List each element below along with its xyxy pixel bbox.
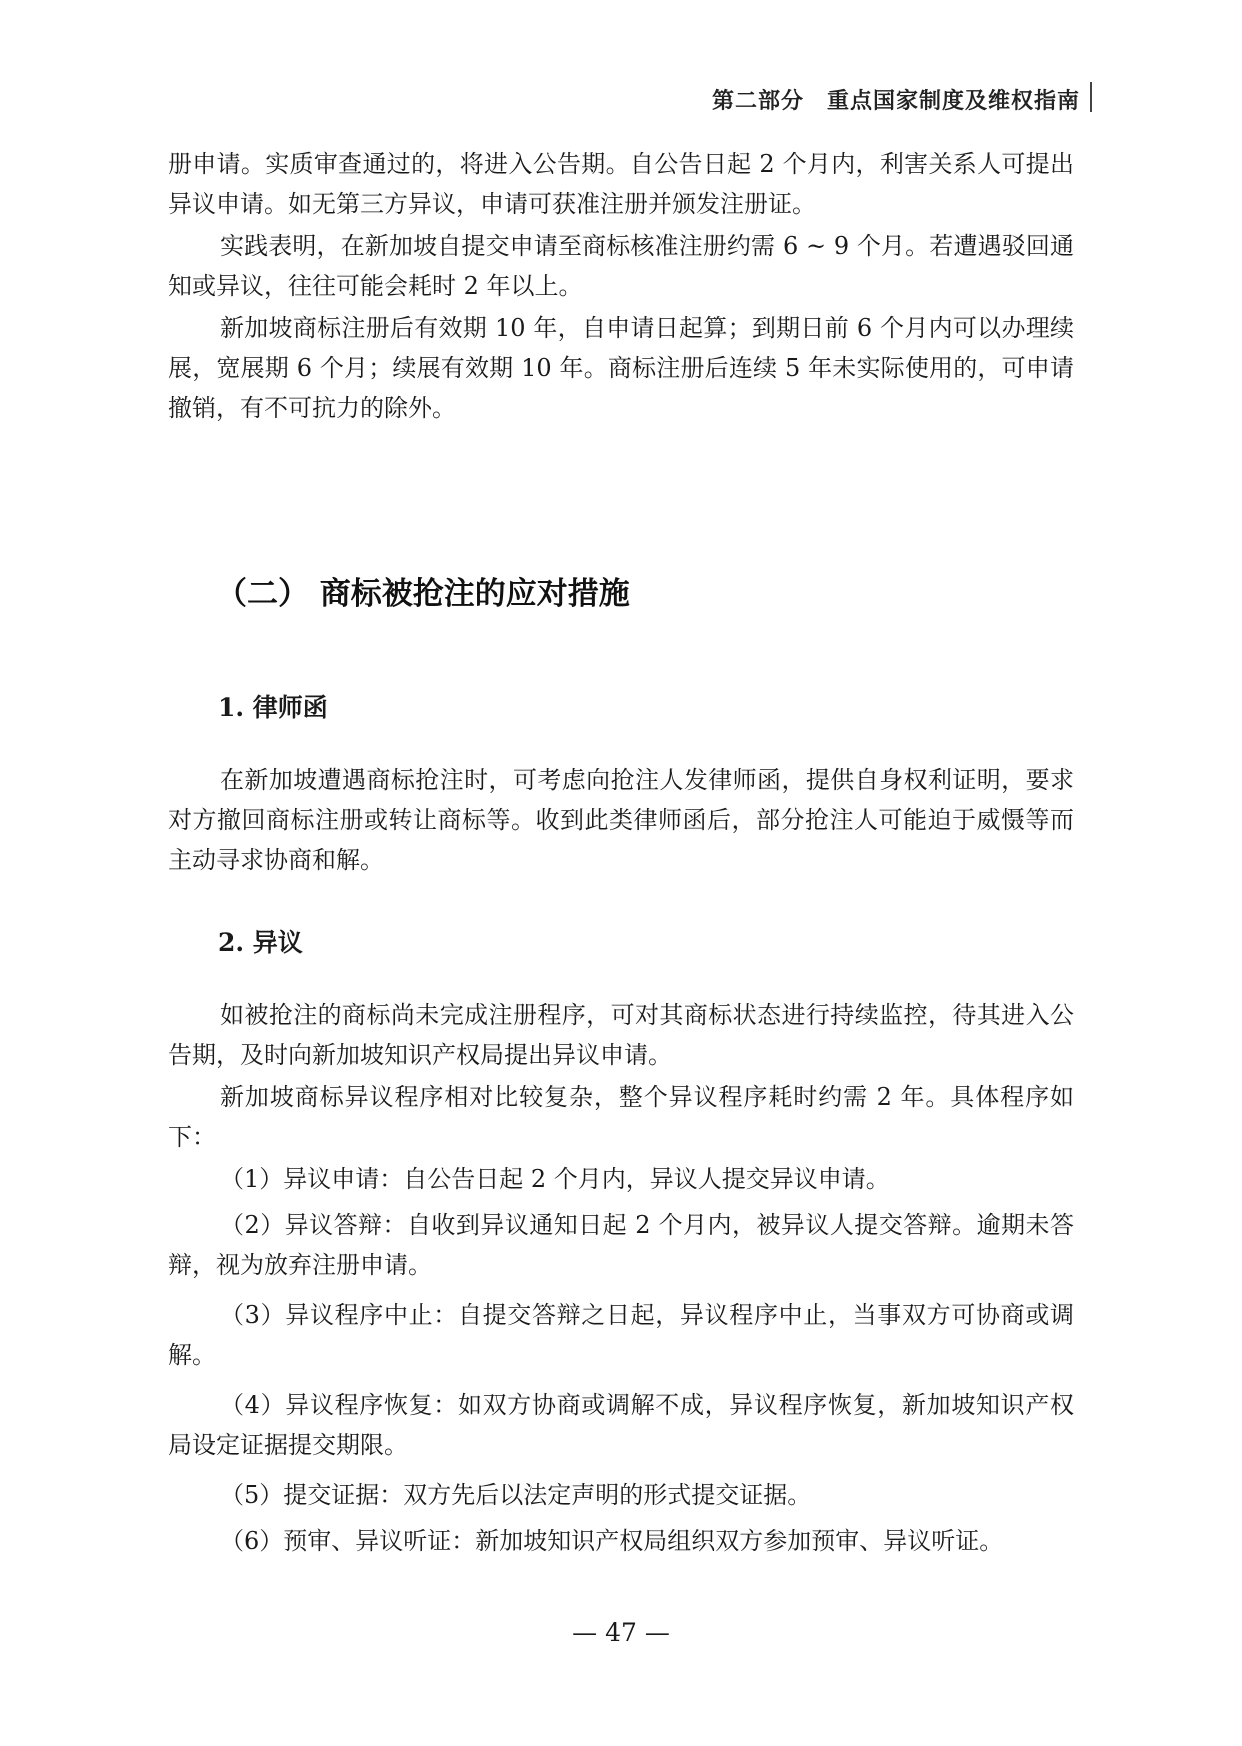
subsection-heading-opposition: 2. 异议 (218, 928, 303, 957)
section-heading: （二） 商标被抢注的应对措施 (216, 576, 630, 612)
paragraph-lawyer-letter: 在新加坡遭遇商标抢注时，可考虑向抢注人发律师函，提供自身权利证明，要求对方撤回商标注册或转让商标等。收到此类律师函后，部分抢注人可能迫于威慑等而主动寻求协商和解。 (168, 766, 1074, 874)
list-item-opposition-step-6: （6）预审、异议听证：新加坡知识产权局组织双方参加预审、异议听证。 (220, 1527, 1004, 1555)
list-item-opposition-step-2: （2）异议答辩：自收到异议通知日起 2 个月内，被异议人提交答辩。逾期未答辩，视为放弃注册申请。 (168, 1211, 1074, 1279)
list-item-opposition-step-1: （1）异议申请：自公告日起 2 个月内，异议人提交异议申请。 (220, 1165, 890, 1193)
list-item-opposition-step-5: （5）提交证据：双方先后以法定声明的形式提交证据。 (220, 1481, 812, 1509)
running-header: 第二部分 重点国家制度及维权指南 (711, 88, 1080, 114)
paragraph-registration-timeline: 实践表明，在新加坡自提交申请至商标核准注册约需 6 ~ 9 个月。若遭遇驳回通知或异议，往往可能会耗时 2 年以上。 (168, 232, 1074, 300)
header-divider (1090, 82, 1092, 112)
page-number: — 47 — (572, 1618, 670, 1647)
list-item-opposition-step-4: （4）异议程序恢复：如双方协商或调解不成，异议程序恢复，新加坡知识产权局设定证据提交期限。 (168, 1391, 1074, 1459)
list-item-opposition-step-3: （3）异议程序中止：自提交答辩之日起，异议程序中止，当事双方可协商或调解。 (168, 1301, 1074, 1369)
paragraph-validity-renewal: 新加坡商标注册后有效期 10 年，自申请日起算；到期日前 6 个月内可以办理续展，宽展期 6 个月；续展有效期 10 年。商标注册后连续 5 年未实际使用的，可申请撤销，有不可抗力的除外。 (168, 314, 1074, 422)
paragraph-registration-continued: 册申请。实质审查通过的，将进入公告期。自公告日起 2 个月内，利害关系人可提出异议申请。如无第三方异议，申请可获准注册并颁发注册证。 (168, 150, 1074, 218)
subsection-heading-lawyer-letter: 1. 律师函 (218, 693, 328, 722)
paragraph-opposition-procedure: 新加坡商标异议程序相对比较复杂，整个异议程序耗时约需 2 年。具体程序如下： (168, 1083, 1074, 1151)
paragraph-opposition-monitoring: 如被抢注的商标尚未完成注册程序，可对其商标状态进行持续监控，待其进入公告期，及时向新加坡知识产权局提出异议申请。 (168, 1001, 1074, 1069)
